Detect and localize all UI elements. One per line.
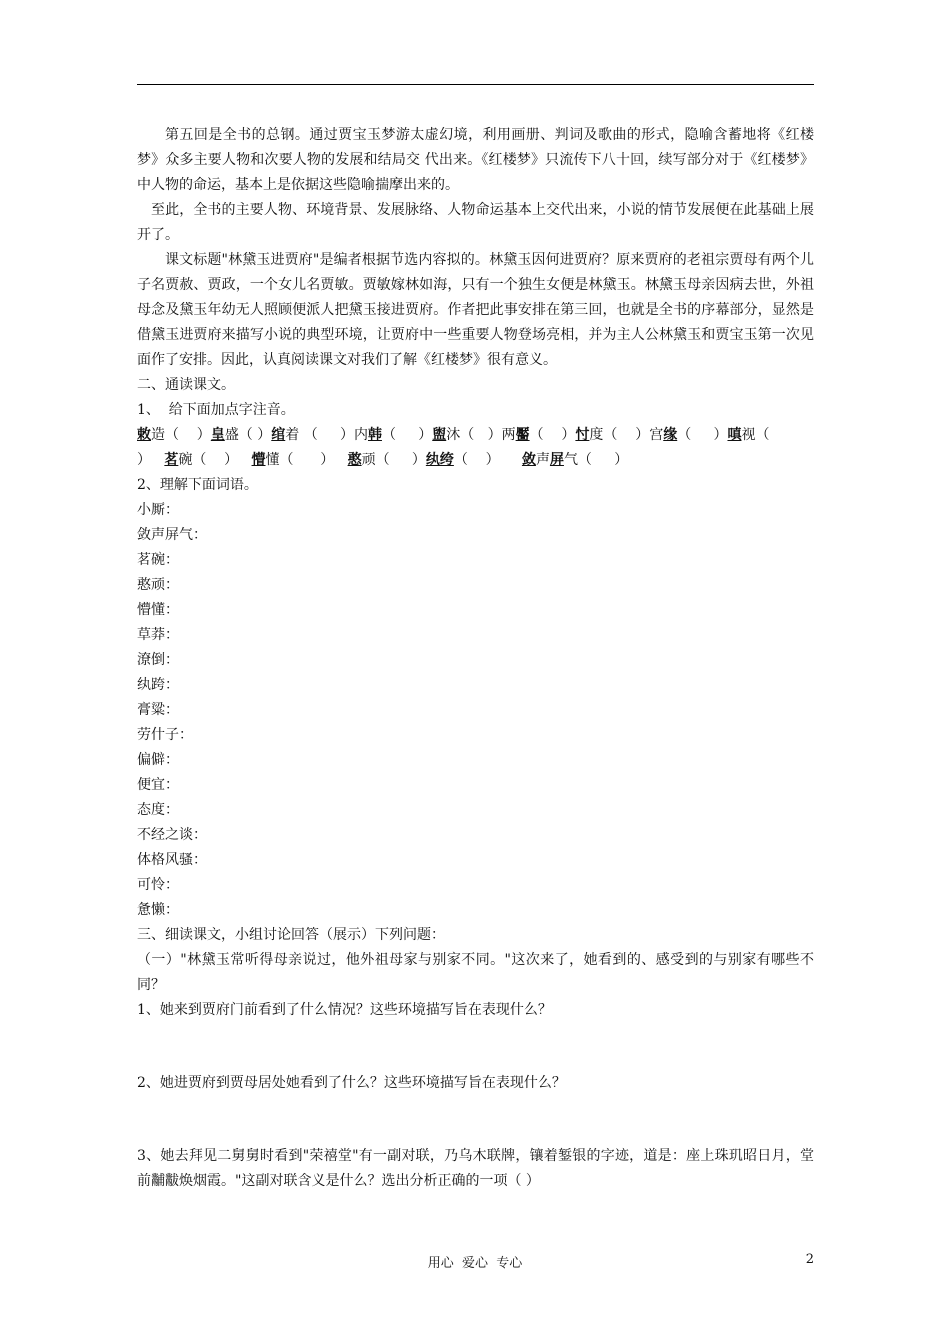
term-item: 憨顽： [137, 577, 179, 593]
discussion-question-2: 2、她进贾府到贾母居处她看到了什么？这些环境描写旨在表现什么？ [137, 1075, 566, 1091]
term-item: 小厮： [137, 502, 179, 518]
dotted-char: 韩 [367, 427, 382, 443]
dotted-char: 懵 [251, 452, 266, 468]
dotted-char: 盥 [432, 427, 447, 443]
term-item: 懵懂： [137, 602, 179, 618]
pinyin-line-2 [137, 448, 814, 473]
discussion-prompt-1: （一）"林黛玉常听得母亲说过，他外祖母家与别家不同。"这次来了，她看到的、感受到的与别家有哪些不同？ [137, 952, 814, 993]
blank: ） [137, 452, 165, 468]
dotted-char: 敛 [521, 452, 536, 468]
term-item: 膏粱： [137, 702, 179, 718]
term-item: 劳什子： [137, 727, 193, 743]
term-item: 可怜： [137, 877, 179, 893]
dotted-char: 皇 [210, 427, 225, 443]
dotted-char: 敕 [137, 427, 151, 443]
blank: 懂（ ） [265, 452, 335, 468]
blank: （ ） [453, 452, 500, 468]
discussion-question-3: 3、她去拜见二舅舅时看到"荣禧堂"有一副对联，乃乌木联牌，镶着錾银的字迹，道是：座上珠玑昭日月，堂前黼黻焕烟霞。"这副对联含义是什么？选出分析正确的一项（ ） [137, 1148, 814, 1189]
blank: 顽（ ） [361, 452, 426, 468]
dotted-char: 忖 [575, 427, 590, 443]
blank: 盛（ ） [224, 427, 272, 443]
question-2: 2、理解下面词语。 [137, 477, 258, 493]
answer-space [137, 1023, 814, 1071]
term-item: 便宜： [137, 777, 179, 793]
blank: 造（ ） [151, 427, 211, 443]
blank: （ ） [677, 427, 728, 443]
term-item: 茗碗： [137, 552, 179, 568]
plain-char: 声 [535, 452, 550, 468]
page-number: 2 [805, 1252, 814, 1267]
question-1: 1、 给下面加点字注音。 [137, 402, 295, 418]
term-item: 草莽： [137, 627, 179, 643]
dotted-char: 缘 [663, 427, 678, 443]
intro-paragraph-3: 课文标题"林黛玉进贾府"是编者根据节选内容拟的。林黛玉因何进贾府？原来贾府的老祖宗贾母有两个儿子名贾赦、贾政，一个女儿名贾敏。贾敏嫁林如海，只有一个独生女便是林黛玉。林黛玉母亲因病去世，外祖母念及黛玉年幼无人照顾便派人把黛玉接进贾府。作者把此事安排在第三回，也就是全书的序幕部分，显然是借黛玉进贾府来描写小说的典型环境，让贾府中一些重要人物登场亮相，并为主人公林黛玉和贾宝玉第一次见面作了安排。因此，认真阅读课文对我们了解《红楼梦》很有意义。 [137, 252, 814, 368]
answer-space [137, 1096, 814, 1144]
term-item: 态度： [137, 802, 179, 818]
dotted-char: 茗 [164, 452, 179, 468]
footer-motto: 用心 爱心 专心 [427, 1256, 523, 1271]
term-item: 不经之谈： [137, 827, 207, 843]
dotted-char: 憨 [347, 452, 362, 468]
discussion-question-1: 1、她来到贾府门前看到了什么情况？这些环境描写旨在表现什么？ [137, 1002, 552, 1018]
blank: 碗（ ） [178, 452, 239, 468]
dotted-char: 绾 [271, 427, 286, 443]
blank: 沐（ ） [446, 427, 502, 443]
intro-paragraph-1: 第五回是全书的总钢。通过贾宝玉梦游太虚幻境，利用画册、判词及歌曲的形式，隐喻含蓄地将《红楼梦》众多主要人物和次要人物的发展和结局交 代出来。《红楼梦》只流传下八十回，续写部分对于《红楼梦》中人物的命运，基本上是依据这些隐喻揣摩出来的。 [137, 127, 814, 193]
term-list [137, 498, 814, 923]
page-body [137, 123, 814, 1194]
intro-paragraph-2: 至此，全书的主要人物、环境背景、发展脉络、人物命运基本上交代出来，小说的情节发展便在此基础上展开了。 [137, 202, 814, 243]
term-item: 惫懒： [137, 902, 179, 918]
plain-char: 宫 [649, 427, 664, 443]
blank: 着 （ ） [285, 427, 354, 443]
header-rule [137, 84, 814, 85]
blank: 度（ ） [589, 427, 650, 443]
section-2-heading: 二、通读课文。 [137, 377, 235, 393]
term-item: 潦倒： [137, 652, 179, 668]
section-3-heading: 三、细读课文，小组讨论回答（展示）下列问题： [137, 927, 445, 943]
dotted-char: 靨 [515, 427, 530, 443]
plain-char: 内 [353, 427, 368, 443]
blank: 气（ ） [563, 452, 629, 468]
term-item: 敛声屏气： [137, 527, 207, 543]
blank: 视（ [741, 427, 770, 443]
blank: （ ） [529, 427, 576, 443]
term-item: 体格风骚： [137, 852, 207, 868]
term-item: 偏僻： [137, 752, 179, 768]
dotted-char: 纨绔 [425, 452, 454, 468]
dotted-char: 嗔 [727, 427, 742, 443]
term-item: 纨跨： [137, 677, 179, 693]
blank: （ ） [381, 427, 433, 443]
plain-char: 两 [501, 427, 516, 443]
pinyin-line-1 [137, 423, 814, 448]
dotted-char: 屏 [549, 452, 564, 468]
